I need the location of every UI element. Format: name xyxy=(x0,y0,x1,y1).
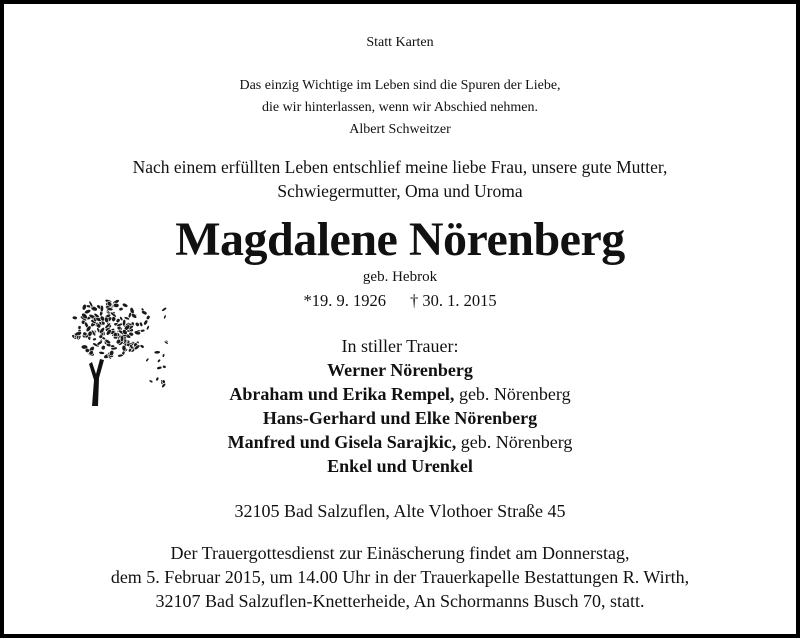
mourner-entry: Manfred und Gisela Sarajkic, geb. Nörenberg xyxy=(227,432,573,452)
birth-name: geb. Hebrok xyxy=(362,269,438,285)
quote-line: Das einzig Wichtige im Leben sind die Spuren der Liebe, xyxy=(239,78,561,93)
intro-text: Nach einem erfüllten Leben entschlief meine liebe Frau, unsere gute Mutter, Schwiegermutter, Oma und Uroma xyxy=(132,157,668,201)
deceased-name: Magdalene Nörenberg xyxy=(175,213,625,266)
mourner-entry: Werner Nörenberg xyxy=(327,360,473,380)
mourners-heading: In stiller Trauer: xyxy=(341,336,459,356)
mourner-entry: Abraham und Erika Rempel, geb. Nörenberg xyxy=(229,384,571,404)
quote-line: die wir hinterlassen, wenn wir Abschied nehmen. xyxy=(261,100,539,115)
death-date: † 30. 1. 2015 xyxy=(409,291,497,310)
mourner-entry: Hans-Gerhard und Elke Nörenberg xyxy=(262,408,538,428)
service-info: Der Trauergottesdienst zur Einäscherung findet am Donnerstag, dem 5. Februar 2015, um 14.00 Uhr in der Trauerkapelle Bestattungen R. Wirth, 32107 Bad Salzuflen-Knetterheide, An Schormanns Busch 70, statt. xyxy=(110,543,690,611)
address: 32105 Bad Salzuflen, Alte Vlothoer Straße 45 xyxy=(234,501,566,521)
mourner-entry: Enkel und Urenkel xyxy=(327,456,473,476)
birth-date: *19. 9. 1926 xyxy=(303,291,386,310)
quote-block xyxy=(4,75,796,141)
header-statt-karten: Statt Karten xyxy=(366,35,434,50)
mourners-block xyxy=(4,334,796,478)
quote-author: Albert Schweitzer xyxy=(349,122,451,137)
